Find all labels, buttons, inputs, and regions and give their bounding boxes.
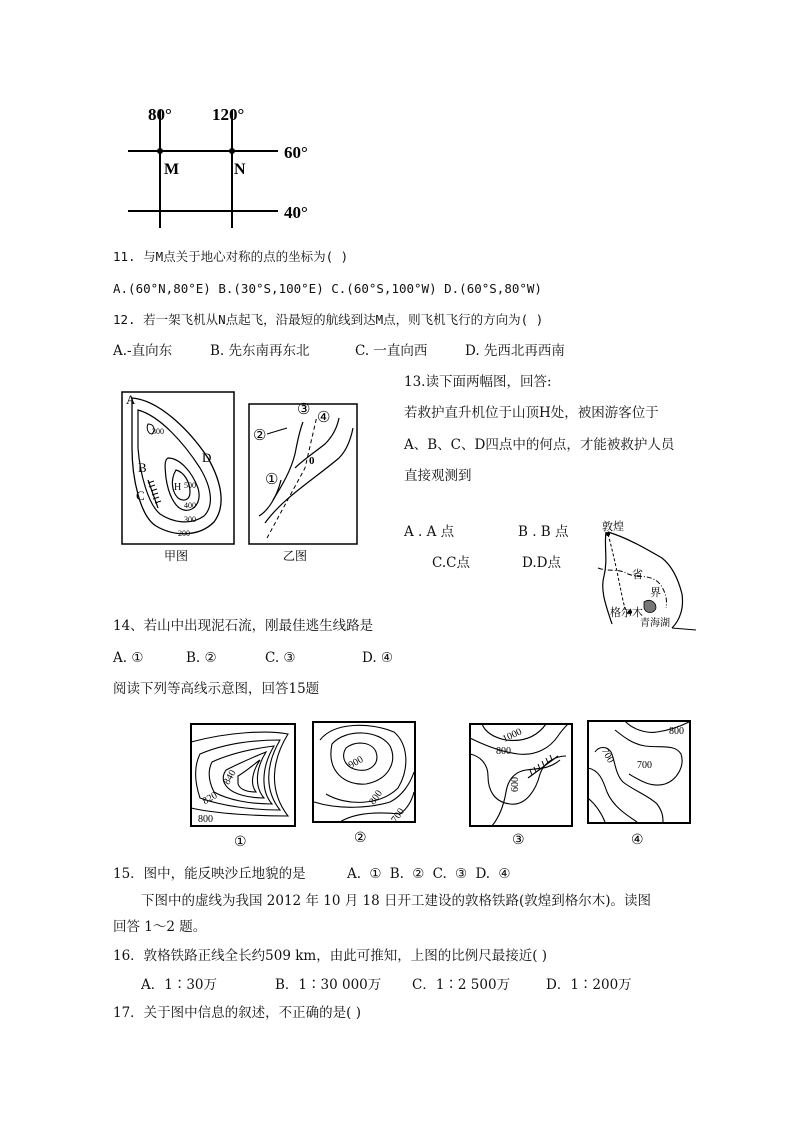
- fig1-marker: ①: [234, 835, 247, 850]
- fig4-label-700-right: 700: [637, 760, 652, 771]
- jia-point-c: C: [136, 488, 145, 503]
- yi-marker-2: ②: [253, 428, 267, 444]
- q15-options: A. ① B. ② C. ③ D. ④: [347, 866, 511, 882]
- lat-lon-grid-figure: [120, 100, 340, 230]
- q11-options: A.(60°N,80°E) B.(30°S,100°E) C.(60°S,100°W) D.(60°S,80°W): [113, 281, 542, 296]
- yi-marker-1: ①: [265, 472, 279, 488]
- point-n-label: N: [234, 161, 246, 178]
- point-m-label: M: [164, 161, 180, 178]
- q14-option-a: A. ①: [113, 650, 144, 666]
- fig2-label-800: 800: [367, 788, 385, 807]
- map-geermu: 格尔木: [610, 607, 643, 619]
- q13-option-d: D.D点: [522, 555, 561, 571]
- q16-option-d: D．1∶200万: [546, 977, 632, 993]
- q16-stem: 16．敦格铁路正线全长约509 km，由此可推知，上图的比例尺最接近( ): [113, 948, 548, 964]
- q14-option-c: C. ③: [265, 650, 296, 666]
- yi-caption: 乙图: [283, 549, 308, 563]
- fig4-marker: ④: [631, 833, 644, 848]
- contour-figure-4: [585, 718, 695, 850]
- fig2-label-700: 700: [389, 806, 407, 825]
- q13-body-line2: A、B、C、D四点中的何点，才能被救护人员: [404, 437, 675, 453]
- fig3-marker: ③: [512, 833, 525, 848]
- q13-option-b: B . B 点: [518, 524, 569, 540]
- q11-stem: 11. 与M点关于地心对称的点的坐标为( ): [113, 249, 349, 264]
- map-jie: 界: [650, 587, 661, 599]
- jia-contour-figure: [118, 388, 238, 566]
- q12-option-a: A.-直向东: [113, 343, 173, 359]
- fig3-label-1000: 1000: [500, 726, 524, 745]
- q14-stem: 14、若山中出现泥石流，刚最佳逃生线路是: [113, 618, 374, 634]
- lat-40-label: 40°: [284, 203, 308, 222]
- q12-stem: 12. 若一架飞机从N点起飞，沿最短的航线到达M点，则飞机飞行的方向为( ): [113, 312, 544, 327]
- q13-option-a: A . A 点: [404, 524, 455, 540]
- map-dunhuang: 敦煌: [602, 521, 624, 533]
- lon-120-label: 120°: [212, 105, 245, 124]
- map-qinghaihu: 青海湖: [640, 618, 670, 629]
- yi-marker-4: ④: [317, 410, 331, 426]
- fig1-label-800: 800: [198, 814, 213, 825]
- jia-point-b: B: [138, 460, 147, 475]
- map-sheng: 省: [632, 569, 643, 581]
- jia-contour-500: 500: [184, 481, 196, 490]
- q13-option-c: C.C点: [432, 555, 470, 571]
- jia-contour-400: 400: [184, 501, 196, 510]
- fig2-label-900: 900: [346, 754, 366, 772]
- q12-option-d: D. 先西北再西南: [465, 343, 565, 359]
- contour-figure-1: [188, 720, 298, 852]
- q15-stem: 15．图中，能反映沙丘地貌的是: [113, 866, 306, 882]
- fig3-label-800: 800: [496, 746, 511, 757]
- jia-contour-300-top: 300: [152, 427, 164, 436]
- jia-contour-300: 300: [184, 515, 196, 524]
- passage-line2: 回答 1～2 题。: [113, 919, 207, 935]
- jia-point-d: D: [202, 450, 212, 465]
- lat-60-label: 60°: [284, 143, 308, 162]
- jia-point-a: A: [126, 392, 136, 407]
- yi-marker-3-label: ③: [297, 402, 311, 418]
- yi-zero-label: 0: [309, 455, 315, 467]
- q14-option-b: B. ②: [186, 650, 217, 666]
- fig4-label-700-left: 700: [598, 746, 616, 766]
- q17-stem: 17．关于图中信息的叙述，不正确的是( ): [113, 1005, 362, 1021]
- q16-option-c: C．1∶2 500万: [412, 977, 511, 993]
- q12-option-b: B. 先东南再东北: [210, 343, 310, 359]
- fig1-label-840: 840: [221, 768, 239, 787]
- fig1-label-820: 820: [200, 790, 220, 808]
- jia-contour-200: 200: [178, 529, 190, 538]
- q13-body-line3: 直接观测到: [404, 468, 472, 484]
- q16-option-a: A．1∶30万: [141, 977, 218, 993]
- fig3-label-600: 600: [510, 777, 521, 792]
- fig4-label-800: 800: [669, 726, 684, 737]
- q14-option-d: D. ④: [362, 650, 394, 666]
- contour-figure-3: [466, 720, 576, 852]
- q13-stem: 13.读下面两幅图，回答:: [404, 374, 552, 390]
- lon-80-label: 80°: [148, 105, 172, 124]
- passage-line1: 下图中的虚线为我国 2012 年 10 月 18 日开工建设的敦格铁路(敦煌到格尔木)。读图: [141, 893, 651, 909]
- contour-figure-2: [310, 718, 420, 850]
- q12-option-c: C. 一直向西: [355, 343, 428, 359]
- q13-body-line1: 若救护直升机位于山顶H处，被困游客位于: [404, 405, 659, 421]
- yi-contour-figure: [243, 388, 363, 566]
- jia-caption: 甲图: [164, 549, 189, 563]
- railway-map-figure: [588, 516, 700, 636]
- q15-intro: 阅读下列等高线示意图，回答15题: [113, 681, 320, 697]
- q16-option-b: B．1∶30 000万: [275, 977, 382, 993]
- jia-point-h: H: [174, 482, 182, 493]
- fig2-marker: ②: [354, 831, 367, 846]
